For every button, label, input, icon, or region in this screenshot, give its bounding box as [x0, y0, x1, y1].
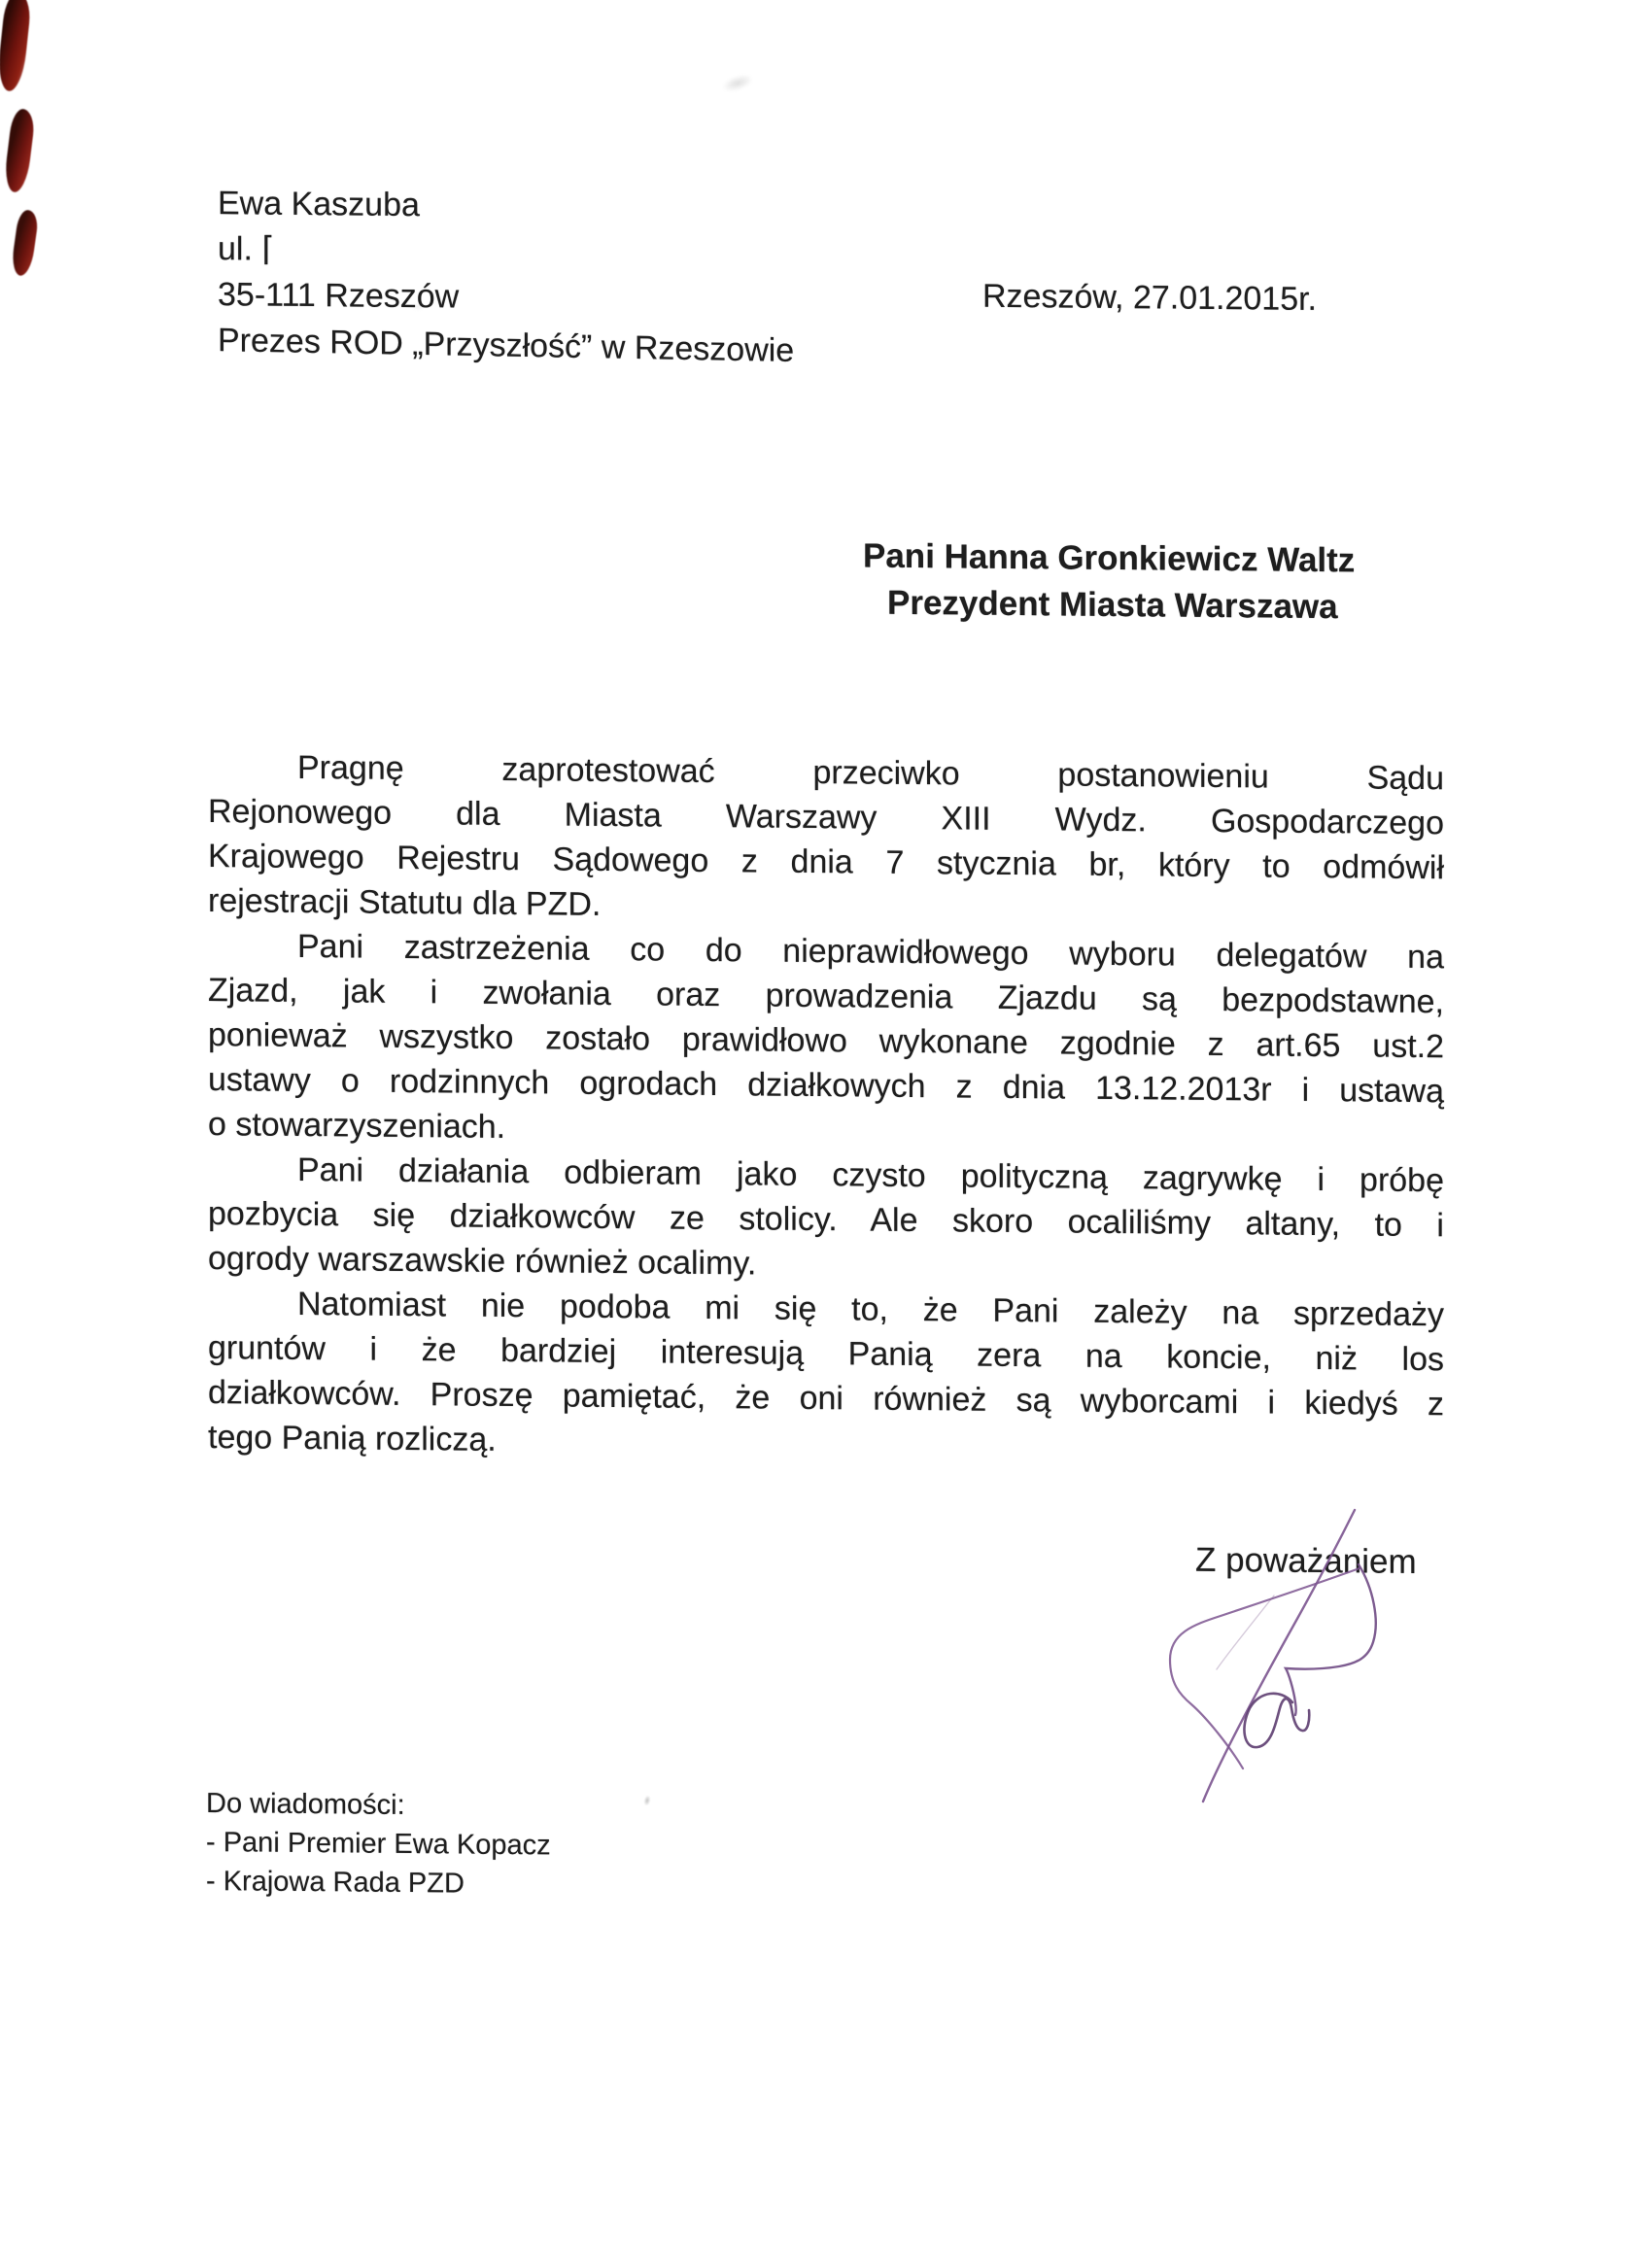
sender-title: Prezes ROD „Przyszłość” w Rzeszowie: [218, 322, 795, 370]
body-line: Rejonowego dla Miasta Warszawy XIII Wydz. Gospodarczego: [208, 793, 1444, 842]
dateline: Rzeszów, 27.01.2015r.: [982, 277, 1318, 319]
recipient-block: [863, 533, 1355, 632]
sender-city: 35-111 Rzeszów: [218, 276, 460, 316]
sender-block: [218, 181, 794, 369]
sender-street: ul. ⌈: [218, 230, 275, 268]
sender-name: Ewa Kaszuba: [218, 185, 420, 224]
handwritten-signature: [1147, 1504, 1399, 1825]
body-line: ustawy o rodzinnych ogrodach działkowych z dnia 13.12.2013r i ustawą: [208, 1061, 1444, 1111]
cc-item: - Krajowa Rada PZD: [206, 1866, 465, 1900]
body-line: Natomiast nie podoba mi się to, że Pani zależy na sprzedaży: [297, 1285, 1444, 1334]
body-line: Pani zastrzeżenia co do nieprawidłowego wyboru delegatów na: [297, 927, 1444, 977]
recipient-name: Pani Hanna Gronkiewicz Waltz: [863, 536, 1356, 580]
body-line: ponieważ wszystko zostało prawidłowo wykonane zgodnie z art.65 ust.2: [208, 1016, 1444, 1066]
cc-heading: Do wiadomości:: [206, 1788, 405, 1821]
body-line: o stowarzyszeniach.: [208, 1106, 506, 1146]
body-line: ogrody warszawskie również ocalimy.: [208, 1240, 757, 1283]
cc-block: [206, 1784, 551, 1904]
body-line: Pragnę zaprotestować przeciwko postanowieniu Sądu: [297, 748, 1444, 798]
body-line: tego Panią rozliczą.: [208, 1419, 497, 1459]
body-line: Zjazd, jak i zwołania oraz prowadzenia Zjazdu są bezpodstawne,: [208, 972, 1444, 1021]
recipient-title: Prezydent Miasta Warszawa: [887, 583, 1338, 627]
closing-salutation: Z poważaniem: [1195, 1540, 1417, 1581]
body-line: Krajowego Rejestru Sądowego z dnia 7 stycznia br, który to odmówił: [208, 838, 1444, 887]
cc-item: - Pani Premier Ewa Kopacz: [206, 1827, 551, 1862]
body-line: pozbycia się działkowców ze stolicy. Ale skoro ocaliliśmy altany, to i: [208, 1195, 1444, 1245]
body-line: działkowców. Proszę pamiętać, że oni również są wyborcami i kiedyś z: [208, 1374, 1444, 1424]
body-line: Pani działania odbieram jako czysto polityczną zagrywkę i próbę: [297, 1150, 1444, 1200]
letter-body: [208, 744, 1444, 1471]
body-line: gruntów i że bardziej interesują Panią zera na koncie, niż los: [208, 1329, 1444, 1379]
body-line: rejestracji Statutu dla PZD.: [208, 882, 602, 923]
